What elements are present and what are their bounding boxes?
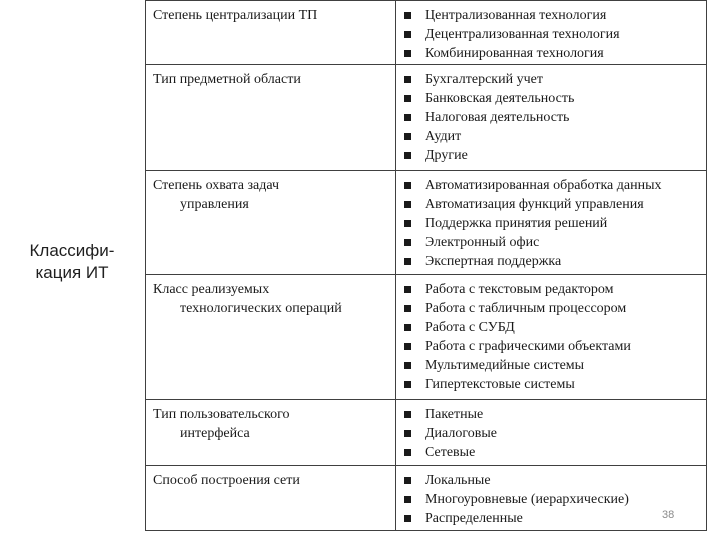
square-bullet-icon [404, 152, 411, 159]
table-row [146, 65, 707, 171]
item-list [396, 405, 706, 462]
list-item: Локальные [396, 471, 706, 490]
category-label: Степень охвата задач [153, 178, 280, 193]
list-item: Работа с графическими объектами [396, 337, 706, 356]
list-item: Аудит [396, 127, 706, 146]
list-item: Распределенные [396, 509, 706, 528]
square-bullet-icon [404, 220, 411, 227]
category-cell [146, 275, 396, 400]
items-cell [396, 65, 707, 171]
list-item: Электронный офис [396, 233, 706, 252]
table-row [146, 400, 707, 466]
list-item: Диалоговые [396, 424, 706, 443]
square-bullet-icon [404, 12, 411, 19]
list-item: Централизованная технология [396, 6, 706, 25]
items-cell [396, 1, 707, 65]
list-item: Банковская деятельность [396, 89, 706, 108]
table-row [146, 275, 707, 400]
table-row [146, 171, 707, 275]
category-label: Тип пользовательского [153, 407, 290, 422]
square-bullet-icon [404, 411, 411, 418]
square-bullet-icon [404, 286, 411, 293]
items-cell [396, 466, 707, 531]
square-bullet-icon [404, 305, 411, 312]
square-bullet-icon [404, 430, 411, 437]
list-item: Работа с текстовым редактором [396, 280, 706, 299]
classification-label-line-2: кация ИТ [35, 263, 109, 282]
category-label: Тип предметной области [153, 72, 301, 87]
it-classification-table [145, 0, 707, 531]
square-bullet-icon [404, 477, 411, 484]
square-bullet-icon [404, 362, 411, 369]
square-bullet-icon [404, 182, 411, 189]
items-cell [396, 400, 707, 466]
item-list [396, 6, 706, 63]
items-cell [396, 275, 707, 400]
category-label: Способ построения сети [153, 473, 300, 488]
category-cell [146, 466, 396, 531]
square-bullet-icon [404, 76, 411, 83]
list-item: Комбинированная технология [396, 44, 706, 63]
list-item: Мультимедийные системы [396, 356, 706, 375]
category-label-continued: интерфейса [180, 426, 250, 441]
item-list [396, 70, 706, 165]
list-item: Гипертекстовые системы [396, 375, 706, 394]
item-list [396, 471, 706, 528]
list-item: Бухгалтерский учет [396, 70, 706, 89]
classification-label [8, 240, 136, 284]
square-bullet-icon [404, 381, 411, 388]
square-bullet-icon [404, 95, 411, 102]
category-label-continued: технологических операций [180, 301, 342, 316]
category-cell [146, 400, 396, 466]
table-row [146, 1, 707, 65]
item-list [396, 280, 706, 394]
category-cell [146, 65, 396, 171]
square-bullet-icon [404, 449, 411, 456]
square-bullet-icon [404, 496, 411, 503]
list-item: Работа с СУБД [396, 318, 706, 337]
square-bullet-icon [404, 258, 411, 265]
items-cell [396, 171, 707, 275]
square-bullet-icon [404, 201, 411, 208]
category-label-continued: управления [180, 197, 249, 212]
classification-label-line-1: Классифи- [29, 241, 115, 260]
list-item: Пакетные [396, 405, 706, 424]
list-item: Децентрализованная технология [396, 25, 706, 44]
category-cell [146, 171, 396, 275]
page-number: 38 [662, 509, 675, 521]
list-item: Сетевые [396, 443, 706, 462]
square-bullet-icon [404, 239, 411, 246]
category-label: Степень централизации ТП [153, 8, 318, 23]
list-item: Экспертная поддержка [396, 252, 706, 271]
item-list [396, 176, 706, 271]
list-item: Работа с табличным процессором [396, 299, 706, 318]
list-item: Поддержка принятия решений [396, 214, 706, 233]
square-bullet-icon [404, 114, 411, 121]
category-label: Класс реализуемых [153, 282, 270, 297]
square-bullet-icon [404, 133, 411, 140]
square-bullet-icon [404, 515, 411, 522]
category-cell [146, 1, 396, 65]
list-item: Налоговая деятельность [396, 108, 706, 127]
square-bullet-icon [404, 31, 411, 38]
list-item: Другие [396, 146, 706, 165]
square-bullet-icon [404, 50, 411, 57]
square-bullet-icon [404, 343, 411, 350]
list-item: Многоуровневые (иерархические) [396, 490, 706, 509]
square-bullet-icon [404, 324, 411, 331]
table-row [146, 466, 707, 531]
list-item: Автоматизация функций управления [396, 195, 706, 214]
list-item: Автоматизированная обработка данных [396, 176, 706, 195]
